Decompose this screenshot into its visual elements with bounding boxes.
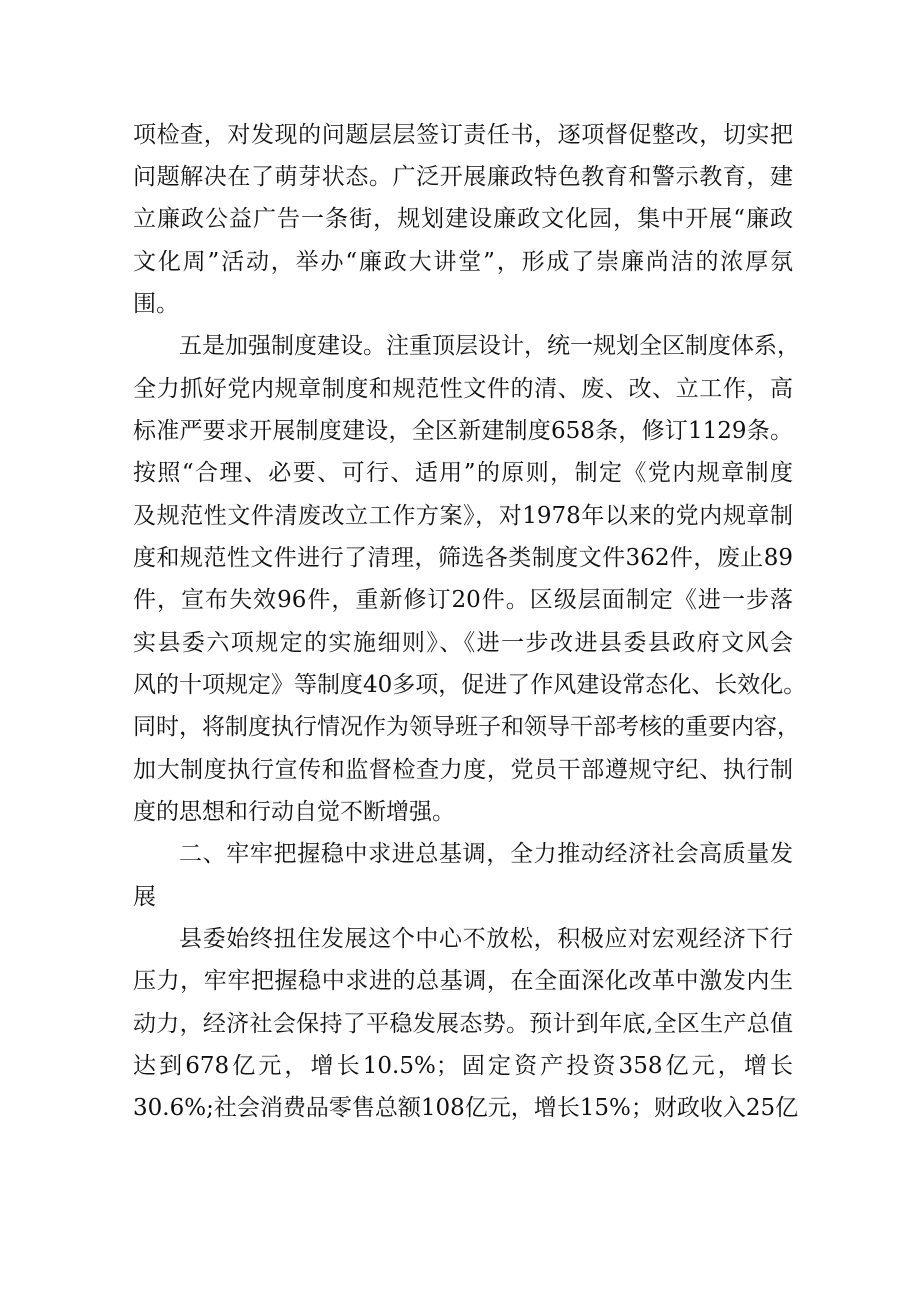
text-line: 加大制度执行宣传和监督检查力度，党员干部遵规守纪、执行制 [133,757,793,783]
text-line: 度和规范性文件进行了清理，筛选各类制度文件362件，废止89 [133,545,793,571]
text-line: 及规范性文件清废改立工作方案》，对1978年以来的党内规章制 [133,503,793,529]
text-line: 压力，牢牢把握稳中求进的总基调，在全面深化改革中激发内生 [133,968,793,994]
text-line: 动力，经济社会保持了平稳发展态势。预计到年底,全区生产总值 [133,1011,793,1037]
text-line: 风的十项规定》等制度40多项，促进了作风建设常态化、长效化。 [133,672,807,698]
paragraph-start-line: 五是加强制度建设。注重顶层设计，统一规划全区制度体系， [179,333,800,359]
text-line: 标准严要求开展制度建设，全区新建制度658条，修订1129条。 [133,418,793,444]
text-line: 问题解决在了萌芽状态。广泛开展廉政特色教育和警示教育，建 [133,164,793,190]
section-heading-line: 展 [133,884,156,910]
text-line: 立廉政公益广告一条街，规划建设廉政文化园，集中开展“廉政 [133,206,793,232]
section-heading-line: 二、牢牢把握稳中求进总基调，全力推动经济社会高质量发 [179,841,793,867]
text-line: 按照“合理、必要、可行、适用”的原则，制定《党内规章制度 [133,460,793,486]
text-line: 全力抓好党内规章制度和规范性文件的清、废、改、立工作，高 [133,376,793,402]
text-line: 文化周”活动，举办“廉政大讲堂”，形成了崇廉尚洁的浓厚氛 [133,249,793,275]
text-line: 项检查，对发现的问题层层签订责任书，逐项督促整改，切实把 [133,122,793,148]
text-line: 30.6%;社会消费品零售总额108亿元，增长15%；财政收入25亿 [133,1095,799,1121]
paragraph-start-line: 县委始终扭住发展这个中心不放松，积极应对宏观经济下行 [179,926,793,952]
text-line: 同时，将制度执行情况作为领导班子和领导干部考核的重要内容， [133,714,800,740]
text-line: 达到678亿元，增长10.5%；固定资产投资358亿元，增长 [133,1053,793,1079]
text-line: 度的思想和行动自觉不断增强。 [133,799,455,825]
text-line: 件，宣布失效96件，重新修订20件。区级层面制定《进一步落 [133,587,793,613]
text-line: 围。 [133,291,179,317]
text-line: 实县委六项规定的实施细则》、《进一步改进县委县政府文风会 [133,630,793,656]
